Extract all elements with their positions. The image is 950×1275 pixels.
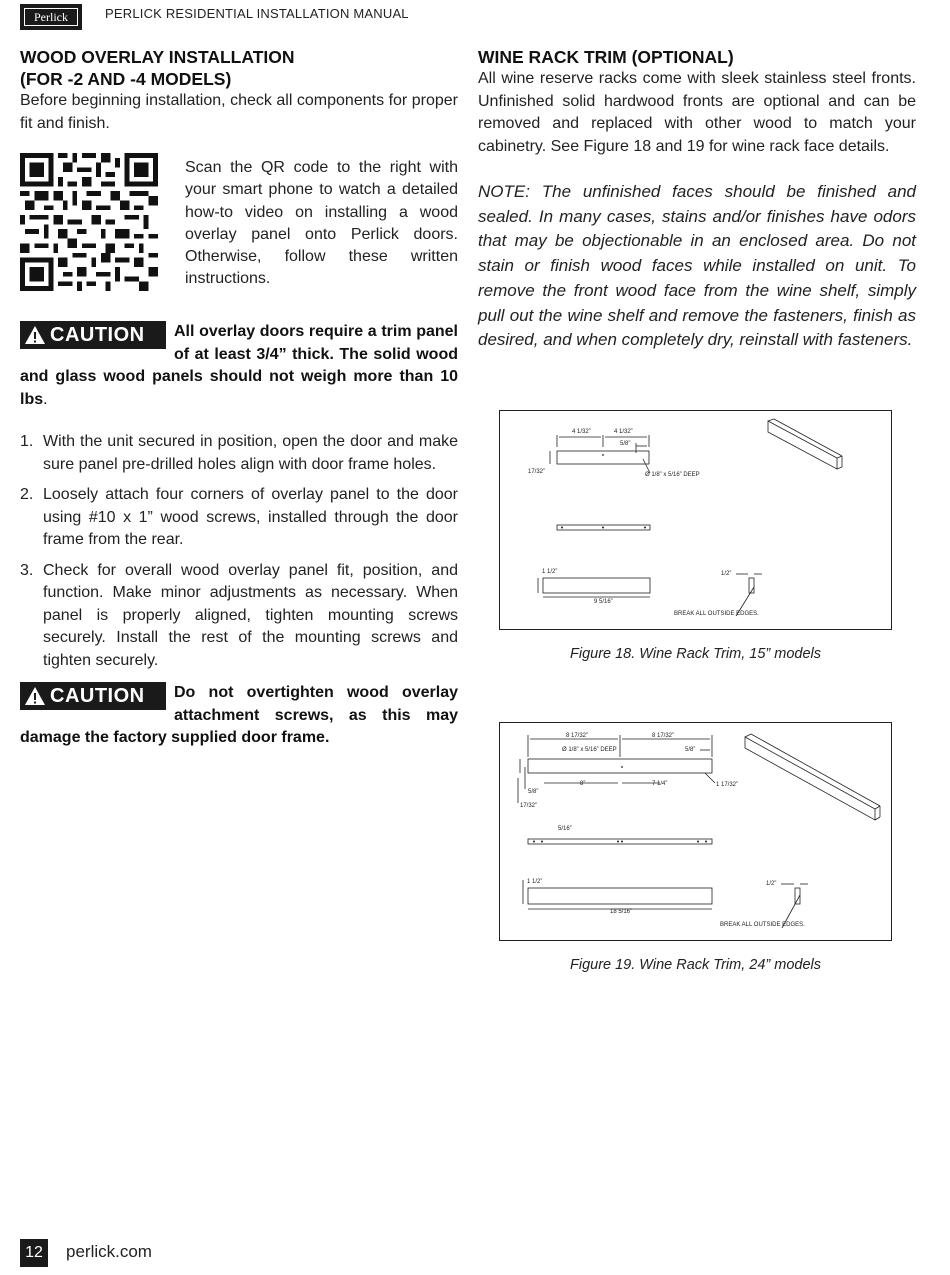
caution-label: CAUTION — [50, 323, 145, 346]
wine-rack-intro: All wine reserve racks come with sleek stainless steel fronts. Unfinished solid hardwood fronts are optional and can be removed and replaced with other wood to match your cabinetry. See Figure 18 and 19 for wine rack face details. — [478, 70, 916, 155]
dim-label: 1 17/32” — [716, 782, 739, 788]
qr-code-icon[interactable] — [20, 153, 158, 291]
wood-overlay-intro: Before beginning installation, check all components for proper fit and finish. — [20, 92, 458, 132]
dim-label: 9 5/16” — [594, 599, 613, 605]
caution-text: All overlay doors require a trim panel of at least 3/4” thick. The solid wood and glass wood panels should not weigh more than 10 lbs — [20, 323, 458, 408]
finish-note: NOTE: The unfinished faces should be finished and sealed. In many cases, stains and/or finishes have odors that may be objectionable in an enclosed area. Do not stain or finish wood faces while installed on unit. To remove the front wood face from the wine shelf, simply pull out the wine shelf and remove the fasteners, finish as desired, and when completely dry, reinstall with fasteners. — [478, 182, 916, 350]
wine-rack-trim-24-diagram — [500, 723, 890, 939]
caution-text-tail: . — [43, 390, 48, 408]
warning-triangle-icon — [24, 686, 46, 706]
dim-label: 8” — [580, 781, 586, 787]
caution-badge — [20, 682, 166, 710]
dim-label: 1 1/2” — [527, 879, 543, 885]
dim-label: 8 17/32” — [652, 733, 675, 739]
dim-label: 5/8” — [685, 747, 696, 753]
warning-triangle-icon — [24, 325, 46, 345]
figure-19-caption: Figure 19. Wine Rack Trim, 24” models — [569, 957, 821, 973]
caution-overlay-weight — [20, 321, 458, 411]
step-text: Loosely attach four corners of overlay panel to the door using #10 x 1” wood screws, installed through the door frame from the rear. — [43, 486, 458, 548]
wine-rack-trim-15-diagram — [500, 411, 890, 628]
step-number: 1. — [20, 433, 34, 450]
dim-label: 1/2” — [766, 881, 777, 887]
dim-label: 17/32” — [528, 469, 546, 475]
figure-19-drawing — [499, 722, 892, 941]
dim-label: 18 5/16” — [610, 909, 633, 915]
step-number: 3. — [20, 561, 34, 579]
step-text: With the unit secured in position, open the door and make sure panel pre-drilled holes align with door frame holes. — [43, 433, 458, 473]
list-item — [20, 484, 458, 552]
dim-label: BREAK ALL OUTSIDE EDGES. — [720, 922, 805, 928]
qr-instructions: Scan the QR code to the right with your smart phone to watch a detailed how-to video on installing a wood overlay panel onto Perlick doors. Otherwise, follow these written instructions. — [185, 159, 458, 288]
dim-label: 5/8” — [528, 789, 539, 795]
list-item — [20, 560, 458, 673]
dim-label: 8 17/32” — [566, 733, 589, 739]
perlick-logo — [20, 4, 82, 30]
dim-label: Ø 1/8” x 5/16” DEEP — [562, 747, 617, 753]
qr-section — [20, 153, 458, 293]
dim-label: 5/8” — [620, 441, 631, 447]
caution-overtighten — [20, 682, 458, 750]
step-number: 2. — [20, 486, 34, 503]
list-item — [20, 431, 458, 476]
wood-overlay-heading — [20, 46, 458, 90]
caution-text: Do not overtighten wood overlay attachment screws, as this may damage the factory supplied door frame. — [20, 684, 458, 746]
dim-label: BREAK ALL OUTSIDE EDGES. — [674, 611, 759, 617]
wine-rack-heading: WINE RACK TRIM (OPTIONAL) — [478, 47, 734, 67]
dim-label: 1/2” — [721, 571, 732, 577]
website-link[interactable]: perlick.com — [66, 1242, 152, 1261]
dim-label: 1 1/2” — [542, 569, 558, 575]
dim-label: 5/16” — [558, 826, 572, 832]
page-number: 12 — [20, 1239, 48, 1267]
dim-label: 4 1/32” — [572, 429, 591, 435]
dim-label: 4 1/32” — [614, 429, 633, 435]
figure-18-drawing — [499, 410, 892, 630]
figure-18-caption: Figure 18. Wine Rack Trim, 15” models — [569, 646, 821, 662]
heading-line-2: (FOR -2 AND -4 MODELS) — [20, 69, 232, 89]
dim-label: 7 1/4” — [652, 781, 668, 787]
left-column — [20, 46, 458, 750]
manual-title: PERLICK RESIDENTIAL INSTALLATION MANUAL — [105, 6, 409, 21]
heading-line-1: WOOD OVERLAY INSTALLATION — [20, 47, 295, 67]
caution-badge — [20, 321, 166, 349]
caution-label: CAUTION — [50, 684, 145, 707]
logo-text: Perlick — [24, 8, 78, 26]
right-column — [478, 46, 916, 353]
dim-label: Ø 1/8” x 5/16” DEEP — [645, 472, 700, 478]
step-text: Check for overall wood overlay panel fit, position, and function. Make minor adjustments as necessary. When panel is properly aligned, tighten mounting screws securely. Install the rest of the mounting screws and tighten securely. — [43, 561, 458, 669]
dim-label: 17/32” — [520, 803, 538, 809]
installation-steps — [20, 431, 458, 672]
